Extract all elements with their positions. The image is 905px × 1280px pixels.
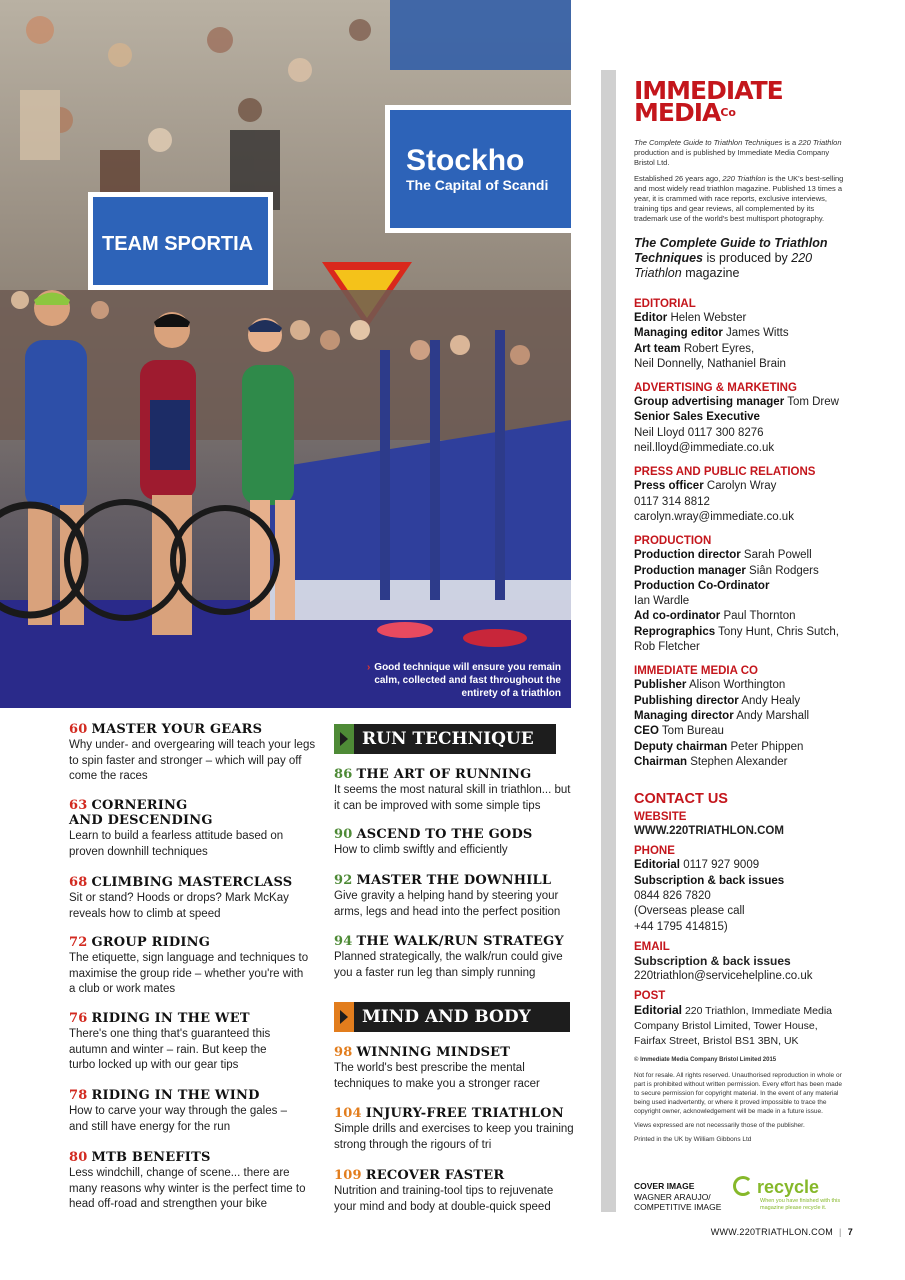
cover-credit-line: WAGNER ARAUJO/	[634, 1191, 711, 1202]
intro-text: is a	[782, 138, 799, 147]
page-number: 63	[69, 798, 88, 813]
phone-number: 0117 927 9009	[683, 859, 760, 872]
section-heading-mind	[334, 1002, 570, 1032]
established-mag: 220 Triathlon	[722, 174, 766, 183]
entry-heading: MTB BENEFITS	[91, 1150, 211, 1165]
section-heading-run	[334, 724, 556, 754]
contents-entry[interactable]	[334, 1168, 574, 1215]
section-heading-text: MIND AND BODY	[362, 1007, 531, 1027]
credit-name: Andy Marshall	[736, 709, 810, 722]
page-number: 76	[69, 1011, 88, 1026]
masthead-intro	[634, 138, 844, 168]
entry-heading: ASCEND TO THE GODS	[356, 827, 533, 842]
phone-note: (Overseas please call	[634, 905, 745, 918]
cover-photo	[0, 0, 571, 708]
credit-line: Ian Wardle	[634, 595, 690, 608]
credit-name: Stephen Alexander	[690, 755, 788, 768]
entry-heading: THE WALK/RUN STRATEGY	[356, 934, 564, 949]
footer-separator: |	[839, 1227, 842, 1237]
caption-arrow-icon: ›	[366, 662, 371, 673]
credit-line: 0117 314 8812	[634, 495, 710, 508]
contents-entry[interactable]	[334, 873, 574, 920]
credit-role: Reprographics	[634, 625, 716, 638]
website-heading: WEBSITE	[634, 811, 687, 824]
entry-title	[334, 934, 574, 949]
triathlon-transition-photo	[0, 0, 571, 708]
entry-title	[69, 935, 309, 950]
entry-description: How to carve your way through the gales – and still have energy for the run	[69, 1105, 287, 1133]
credit-name: Tom Bureau	[661, 725, 724, 738]
caption-text: Good technique will ensure you remain calm, collected and fast throughout the entirety of a triathlon	[374, 662, 561, 699]
intro-mag: 220 Triathlon	[798, 138, 842, 147]
logo-co: Co	[720, 106, 736, 119]
entry-description: Planned strategically, the walk/run could give you a faster run leg than simply running	[334, 951, 563, 979]
credit-role: Managing editor	[634, 327, 723, 340]
credit-line	[634, 342, 844, 357]
credit-line	[634, 410, 844, 425]
entry-title	[334, 1168, 574, 1183]
entry-heading: MASTER YOUR GEARS	[91, 722, 263, 737]
entry-title	[69, 1088, 309, 1103]
page-number: 72	[69, 935, 88, 950]
credit-line	[634, 678, 844, 693]
credit-line	[634, 326, 844, 341]
entry-heading: CORNERING AND DESCENDING	[69, 798, 213, 828]
contents-entry[interactable]	[334, 1106, 574, 1153]
credit-role: Group advertising manager	[634, 396, 785, 409]
contents-entry[interactable]	[69, 875, 309, 922]
entry-description: How to climb swiftly and efficiently	[334, 844, 508, 856]
entry-heading: MASTER THE DOWNHILL	[356, 873, 552, 888]
credit-line	[634, 625, 844, 640]
credit-role: Ad co-ordinator	[634, 610, 721, 623]
entry-description: Less windchill, change of scene... there are many reasons why winter is the perfect time to head off-road and strengthen your bike	[69, 1167, 306, 1210]
credit-line	[634, 579, 844, 594]
contents-entry[interactable]	[334, 1045, 574, 1092]
email-link[interactable]: carolyn.wray@immediate.co.uk	[634, 510, 794, 523]
cover-credit-line: COMPETITIVE IMAGE	[634, 1202, 722, 1212]
credit-name: Carolyn Wray	[706, 480, 777, 493]
credit-role: Production director	[634, 549, 741, 562]
entry-title	[334, 1106, 574, 1121]
intro-text: production and is published by Immediate Media Company Bristol Ltd.	[634, 148, 830, 167]
credit-line	[634, 858, 844, 873]
contents-entry[interactable]	[69, 1088, 309, 1135]
recycle-icon	[733, 1176, 753, 1196]
sign-stockholm-bottom: The Capital of Scandi	[406, 177, 549, 193]
page-number: 78	[69, 1088, 88, 1103]
credit-role: CEO	[634, 725, 659, 738]
credit-line	[634, 724, 844, 739]
post-address	[634, 1003, 839, 1050]
page-number: 7	[847, 1227, 853, 1237]
page-number: 94	[334, 934, 353, 949]
credit-name: Sarah Powell	[743, 549, 812, 562]
credit-name: Paul Thornton	[723, 610, 796, 623]
website-link[interactable]: WWW.220TRIATHLON.COM	[634, 825, 784, 838]
press-heading: PRESS AND PUBLIC RELATIONS	[634, 466, 816, 479]
produced-text: magazine	[681, 266, 740, 280]
contents-entry[interactable]	[69, 1150, 319, 1213]
entry-heading: THE ART OF RUNNING	[356, 767, 532, 782]
contents-entry[interactable]	[69, 798, 219, 828]
entry-title	[334, 1045, 574, 1060]
page-number: 86	[334, 767, 353, 782]
entry-description: Why under- and overgearing will teach your legs to spin faster and stronger – which will pay off come the races	[69, 739, 316, 782]
sign-stockholm-top: Stockho	[406, 144, 525, 177]
entry-title	[69, 798, 219, 828]
entry-description: Learn to build a fearless attitude based on proven downhill techniques	[69, 830, 284, 858]
entry-heading: INJURY-FREE TRIATHLON	[365, 1106, 564, 1121]
credit-line	[634, 755, 844, 770]
contents-entry-desc	[69, 828, 319, 860]
views-notice: Views expressed are not necessarily those of the publisher.	[634, 1122, 805, 1130]
page-number: 98	[334, 1045, 353, 1060]
credit-name: Alison Worthington	[688, 679, 786, 692]
imc-heading: IMMEDIATE MEDIA CO	[634, 665, 758, 678]
entry-title	[69, 1011, 284, 1026]
entry-description: Simple drills and exercises to keep you training strong through the rigours of tri	[334, 1123, 574, 1151]
credit-line	[634, 709, 844, 724]
page-number: 92	[334, 873, 353, 888]
established-text: is the UK's best-selling and most widely read triathlon magazine. Published 13 times a year, it is crammed with race reports, exclusive interviews, training tips and gear reviews, all complemented by its trademark use of the world's best multisport photography.	[634, 174, 844, 223]
production-heading: PRODUCTION	[634, 535, 712, 548]
credit-name: Tom Drew	[787, 396, 839, 409]
entry-description: The world's best prescribe the mental techniques to make you a stronger racer	[334, 1062, 540, 1090]
advertising-heading: ADVERTISING & MARKETING	[634, 382, 797, 395]
credit-line	[634, 740, 844, 755]
entry-heading: RIDING IN THE WIND	[91, 1088, 260, 1103]
credit-line	[634, 311, 844, 326]
entry-title	[334, 827, 574, 842]
produced-mag: 220 Triathlon	[634, 251, 813, 280]
credit-line: Neil Donnelly, Nathaniel Brain	[634, 357, 786, 370]
entry-title	[334, 767, 574, 782]
masthead	[634, 76, 844, 1145]
page-number: 104	[334, 1106, 362, 1121]
credit-role: Press officer	[634, 480, 704, 493]
intro-title: The Complete Guide to Triathlon Techniques	[634, 138, 783, 147]
immediate-media-logo	[634, 76, 844, 127]
copyright: © Immediate Media Company Bristol Limited 2015	[634, 1057, 777, 1064]
credit-name: Andy Healy	[741, 694, 801, 707]
phone-number: 0844 826 7820	[634, 890, 711, 903]
entry-description: Sit or stand? Hoods or drops? Mark McKay reveals how to climb at speed	[69, 892, 289, 920]
entry-description: There's one thing that's guaranteed this autumn and winter – rain. But keep the turbo locked up with our gear tips	[69, 1028, 271, 1071]
address-text: 220 Triathlon, Immediate Media Company Bristol Limited, Tower House, Fairfax Street, Bristol BS1 3BN, UK	[634, 1004, 833, 1048]
credit-name: Peter Phippen	[730, 740, 804, 753]
credit-role: Editor	[634, 312, 668, 324]
editorial-heading: EDITORIAL	[634, 298, 696, 310]
email-link[interactable]: 220triathlon@servicehelpline.co.uk	[634, 970, 813, 983]
logo-line2: MEDIA	[634, 98, 721, 127]
entry-description: It seems the most natural skill in triathlon... but it can be improved with some simple tips	[334, 784, 571, 812]
credit-name: James Witts	[726, 327, 789, 340]
masthead-established	[634, 174, 844, 224]
footer-url[interactable]: WWW.220TRIATHLON.COM	[710, 1227, 834, 1237]
cover-label: COVER IMAGE	[634, 1181, 695, 1191]
page-number: 109	[334, 1168, 362, 1183]
credit-name: Tony Hunt, Chris Sutch,	[718, 625, 839, 638]
credit-role: Publishing director	[634, 694, 739, 707]
credit-name: Robert Eyres,	[683, 342, 755, 355]
email-link[interactable]: neil.lloyd@immediate.co.uk	[634, 442, 775, 455]
post-heading: POST	[634, 989, 666, 1002]
credit-line	[634, 548, 844, 563]
entry-heading: WINNING MINDSET	[356, 1045, 511, 1060]
page-number: 68	[69, 875, 88, 890]
entry-heading: GROUP RIDING	[91, 935, 210, 950]
contents-entry[interactable]	[69, 1011, 284, 1074]
entry-title	[69, 875, 309, 890]
credit-role: Production manager	[634, 564, 746, 577]
cover-credit	[634, 1181, 721, 1213]
logo-line1: IMMEDIATE	[634, 76, 783, 105]
credit-line	[634, 609, 844, 624]
credit-line	[634, 694, 844, 709]
contents-entry[interactable]	[334, 767, 574, 814]
contents-entry[interactable]	[334, 827, 574, 859]
entry-description: Give gravity a helping hand by steering your arms, legs and head into the perfect position	[334, 890, 561, 918]
recycle-logo	[733, 1176, 843, 1212]
section-heading-text: RUN TECHNIQUE	[362, 729, 534, 749]
credit-line: Neil Lloyd 0117 300 8276	[634, 426, 764, 439]
page-footer	[711, 1227, 853, 1237]
entry-heading: CLIMBING MASTERCLASS	[91, 875, 293, 890]
entry-heading: RECOVER FASTER	[365, 1168, 505, 1183]
produced-title: The Complete Guide to Triathlon Techniques	[634, 236, 828, 265]
entry-heading: RIDING IN THE WET	[91, 1011, 250, 1026]
recycle-note: When you have finished with this magazine please recycle it.	[760, 1198, 841, 1211]
credit-name: Helen Webster	[670, 312, 747, 324]
produced-text: is produced by	[703, 251, 792, 265]
entry-title	[69, 1150, 319, 1165]
credit-role: Deputy chairman	[634, 740, 728, 753]
credit-name: Siân Rodgers	[749, 564, 819, 577]
email-heading: EMAIL	[634, 940, 670, 953]
credit-role: Subscription & back issues	[634, 874, 785, 887]
credit-role: Senior Sales Executive	[634, 411, 760, 424]
credit-role: Subscription & back issues	[634, 953, 791, 968]
credit-role: Managing director	[634, 709, 734, 722]
page-number: 80	[69, 1150, 88, 1165]
credit-line: Rob Fletcher	[634, 641, 700, 654]
section-arrow-icon	[334, 1002, 354, 1032]
sign-team-sportia: TEAM SPORTIA	[102, 233, 254, 255]
page-number: 60	[69, 722, 88, 737]
credit-line	[634, 395, 844, 410]
page-number: 90	[334, 827, 353, 842]
masthead-divider-bar	[601, 70, 616, 1212]
recycle-word: recycle	[757, 1177, 820, 1197]
entry-title	[334, 873, 574, 888]
credit-line	[634, 479, 844, 494]
entry-title	[69, 722, 319, 737]
printer-notice: Printed in the UK by William Gibbons Ltd	[634, 1136, 752, 1144]
contents-entry[interactable]	[69, 935, 309, 998]
credit-role: Publisher	[634, 679, 687, 692]
contents-entry[interactable]	[334, 934, 574, 981]
photo-caption	[341, 661, 561, 700]
credit-role: Art team	[634, 342, 681, 355]
entry-description: Nutrition and training-tool tips to rejuvenate your mind and body at double-quick speed	[334, 1185, 554, 1213]
credit-role: Chairman	[634, 755, 688, 768]
credit-role: Editorial	[634, 1002, 683, 1017]
phone-note: +44 1795 414815)	[634, 920, 728, 933]
credit-line	[634, 564, 844, 579]
section-arrow-icon	[334, 724, 354, 754]
entry-description: The etiquette, sign language and techniques to maximise the group ride – whether you're with a club or work mates	[69, 952, 309, 995]
produced-statement	[634, 236, 844, 281]
credit-role: Production Co-Ordinator	[634, 579, 770, 592]
established-text: Established 26 years ago,	[634, 174, 723, 183]
legal-notice: Not for resale. All rights reserved. Unauthorised reproduction in whole or part is prohibited without written permission. Every effort has been made to secure permission for copyright material. In the event of any material being used inadvertently, or where it proved impossible to trace the copyright owner, acknowledgement will be made in a future issue.	[634, 1072, 842, 1116]
phone-heading: PHONE	[634, 845, 675, 858]
credit-line	[634, 874, 844, 889]
credit-role: Editorial	[634, 859, 681, 872]
contact-heading: CONTACT US	[634, 791, 728, 808]
contents-entry[interactable]	[69, 722, 319, 785]
